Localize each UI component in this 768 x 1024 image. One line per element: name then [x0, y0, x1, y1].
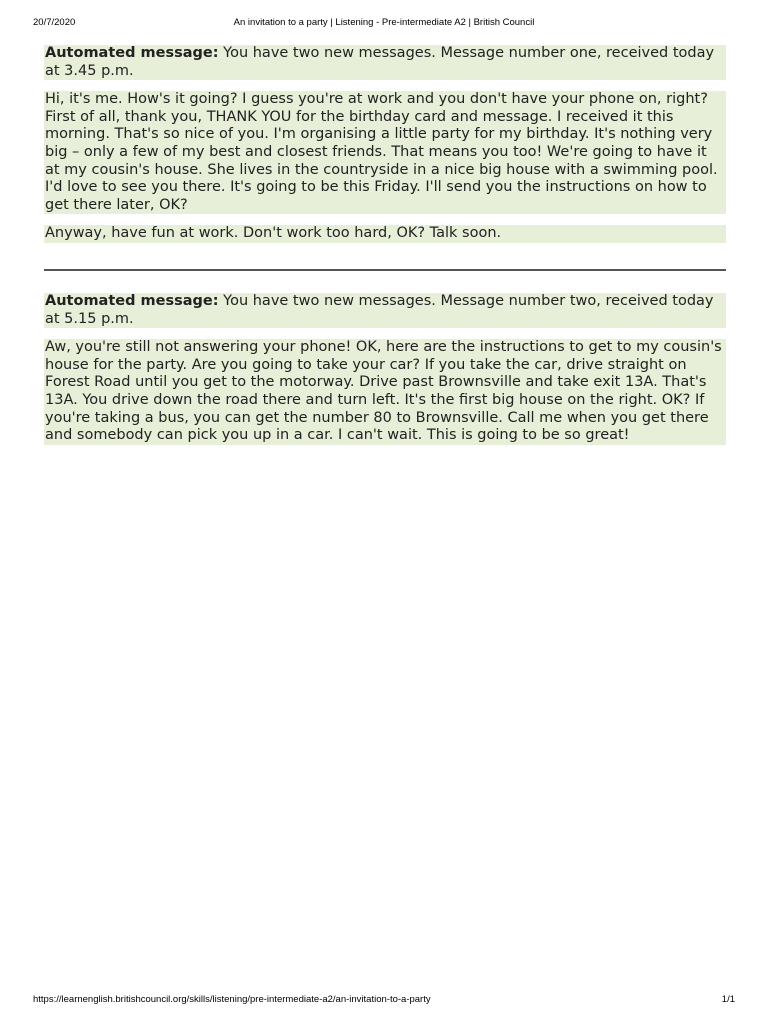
- message-one-body: Hi, it's me. How's it going? I guess you're at work and you don't have your phone on, right? First of all, thank you, THANK YOU for the birthday card and message. I received it this morning. That's so nice of you. I'm organising a little party for my birthday. It's nothing very big – only a few of my best and closest friends. That means you too! We're going to have it at my cousin's house. She lives in the countryside in a nice big house with a swimming pool. I'd love to see you there. It's going to be this Friday. I'll send you the instructions on how to get there later, OK?: [44, 91, 726, 214]
- message-two-body: Aw, you're still not answering your phone! OK, here are the instructions to get to my cousin's house for the party. Are you going to take your car? If you take the car, drive straight on Forest Road until you get to the motorway. Drive past Brownsville and take exit 13A. That's 13A. You drive down the road there and turn left. It's the first big house on the right. OK? If you're taking a bus, you can get the number 80 to Brownsville. Call me when you get there and somebody can pick you up in a car. I can't wait. This is going to be so great!: [44, 339, 726, 445]
- page-number: 1/1: [721, 994, 735, 1005]
- message-one-closing: Anyway, have fun at work. Don't work too hard, OK? Talk soon.: [44, 225, 726, 243]
- message-one-intro: [44, 45, 726, 80]
- print-footer: [33, 994, 735, 1008]
- transcript: [44, 45, 726, 456]
- message-one-intro-text: You have two new messages. Message number one, received today at 3.45 p.m.: [45, 45, 715, 79]
- automated-message-label: Automated message:: [45, 292, 219, 309]
- message-two-intro: [44, 293, 726, 328]
- page-url: https://learnenglish.britishcouncil.org/skills/listening/pre-intermediate-a2/an-invitation-to-a-party: [33, 994, 431, 1005]
- message-two-intro-text: You have two new messages. Message number two, received today at 5.15 p.m.: [45, 292, 714, 327]
- print-header: [33, 17, 735, 31]
- print-date: 20/7/2020: [33, 17, 76, 28]
- print-page-title: An invitation to a party | Listening - Pre-intermediate A2 | British Council: [233, 17, 535, 28]
- divider: [44, 269, 726, 271]
- automated-message-label: Automated message:: [45, 45, 219, 61]
